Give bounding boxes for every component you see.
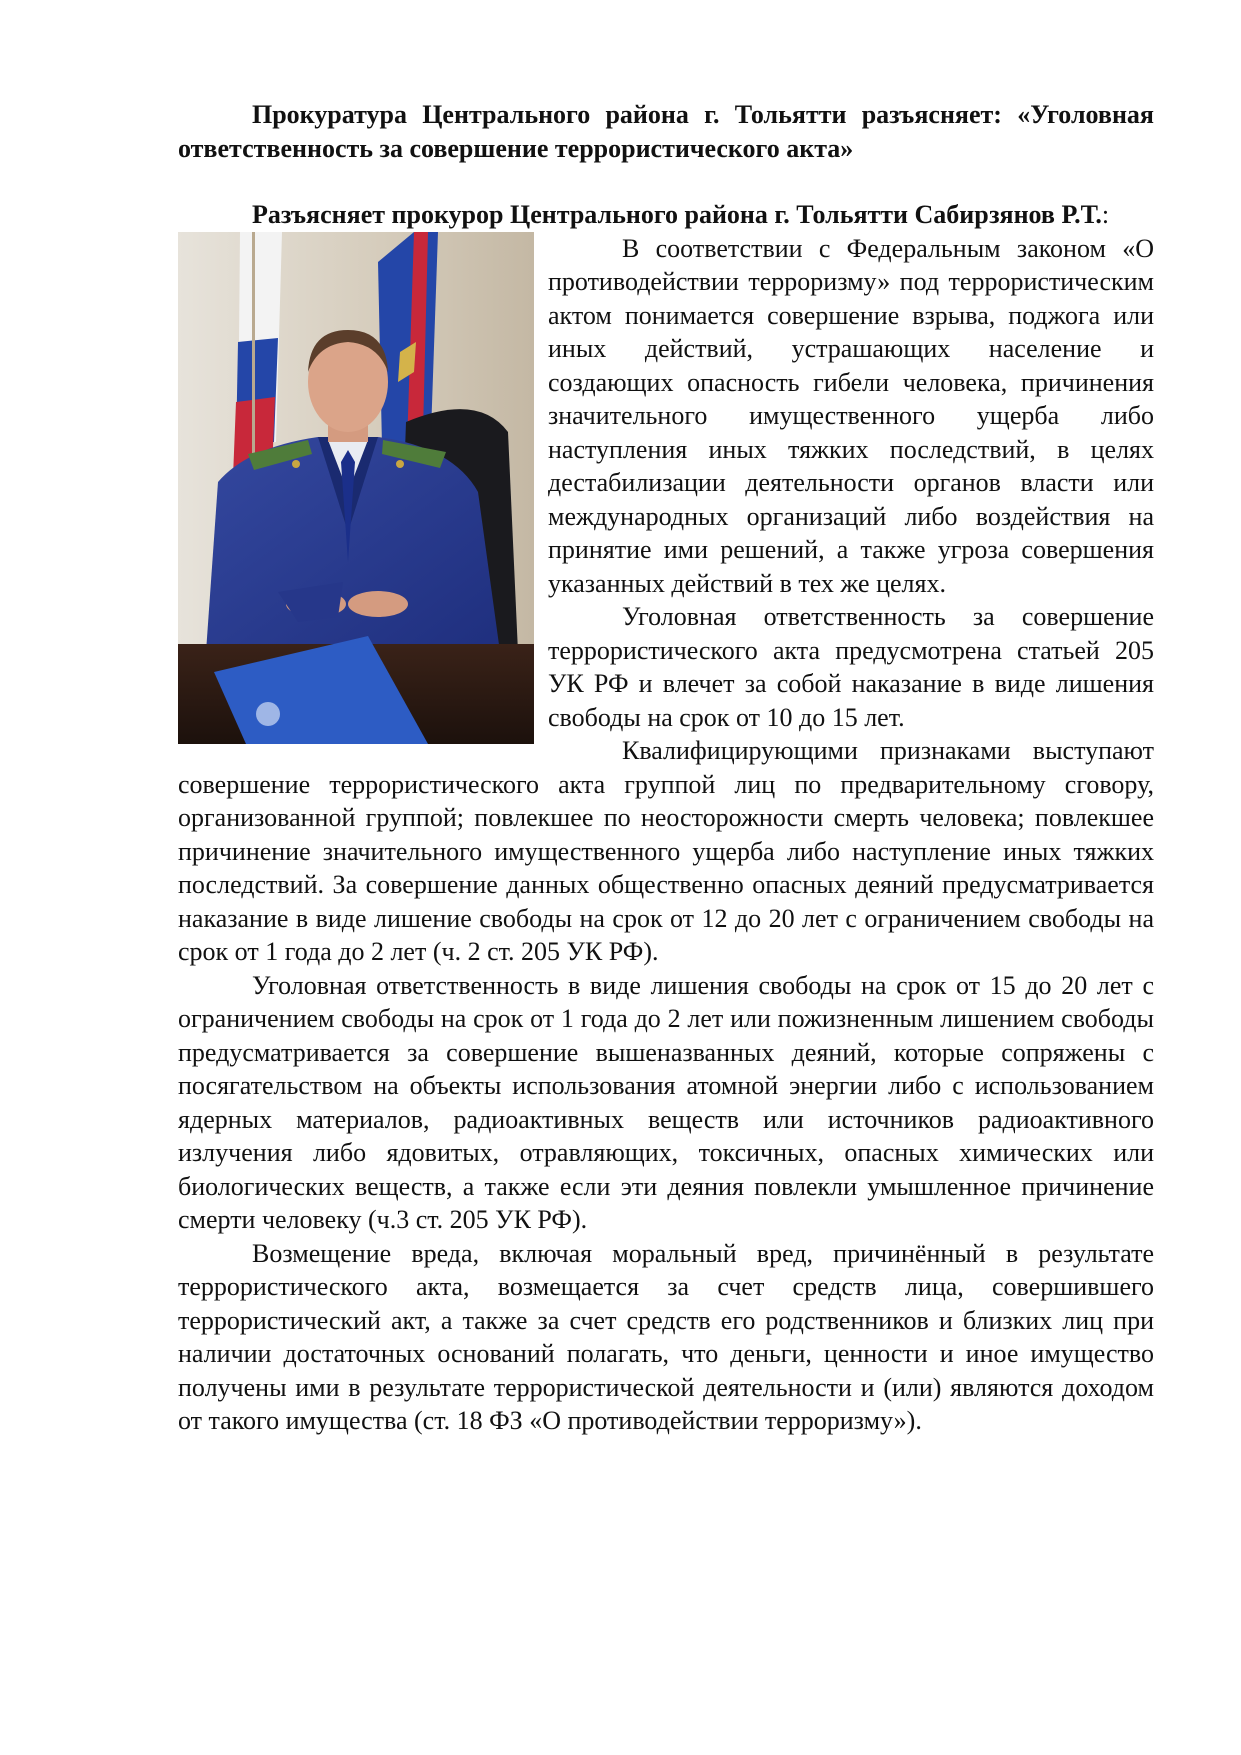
spacer bbox=[178, 165, 1154, 198]
portrait-image bbox=[178, 232, 534, 744]
paragraph-4: Уголовная ответственность в виде лишения свободы на срок от 15 до 20 лет с ограничением свободы на срок от 1 года до 2 лет или пожизненным лишением свободы предусматривается за совершение вышеназванных деяний, которые сопряжены с посягательством на объекты использования атомной энергии либо с использованием ядерных материалов, радиоактивных веществ или источников радиоактивного излучения либо ядовитых, отравляющих, токсичных, опасных химических или биологических веществ, а также если эти деяния повлекли умышленное причинение смерти человеку (ч.3 ст. 205 УК РФ). bbox=[178, 970, 1154, 1234]
prosecutor-photo bbox=[178, 232, 534, 744]
paragraph-3: Квалифицирующими признаками выступают совершение террористического акта группой лиц по предварительному сговору, организованной группой; повлекшее по неосторожности смерть человека; повлекшее причинение значительного имущественного ущерба либо наступление иных тяжких последствий. За совершение данных общественно опасных деяний предусматривается наказание в виде лишение свободы на срок от 12 до 20 лет с ограничением свободы на срок от 1 года до 2 лет (ч. 2 ст. 205 УК РФ). bbox=[178, 736, 1154, 966]
author-colon: : bbox=[1101, 200, 1110, 229]
paragraph-1: В соответствии с Федеральным законом «О противодействии терроризму» под террористическим актом понимается совершение взрыва, поджога или иных действий, устрашающих население и создающих опасность гибели человека, причинения значительного имущественного ущерба либо наступления иных тяжких последствий, в целях дестабилизации деятельности органов власти или международных организаций либо воздействия на принятие ими решений, а также угроза совершения указанных действий в тех же целях. bbox=[548, 233, 1154, 598]
paragraph-2: Уголовная ответственность за совершение террористического акта предусмотрена статьей 205 УК РФ и влечет за собой наказание в виде лишения свободы на срок от 10 до 15 лет. bbox=[548, 602, 1154, 732]
paragraph-5: Возмещение вреда, включая моральный вред, причинённый в результате террористического акта, возмещается за счет средств лица, совершившего террористический акт, а также за счет средств его родственников и близких лиц при наличии достаточных оснований полагать, что деньги, ценности и иное имущество получены ими в результате террористической деятельности и (или) являются доходом от такого имущества (ст. 18 ФЗ «О противодействии терроризму»). bbox=[178, 1238, 1154, 1435]
author-line bbox=[178, 198, 1154, 232]
document-page bbox=[178, 98, 1154, 1438]
author-name: Разъясняет прокурор Центрального района г. Тольятти Сабирзянов Р.Т. bbox=[252, 200, 1102, 229]
page-title: Прокуратура Центрального района г. Тольятти разъясняет: «Уголовная ответственность за совершение террористического акта» bbox=[178, 100, 1154, 163]
